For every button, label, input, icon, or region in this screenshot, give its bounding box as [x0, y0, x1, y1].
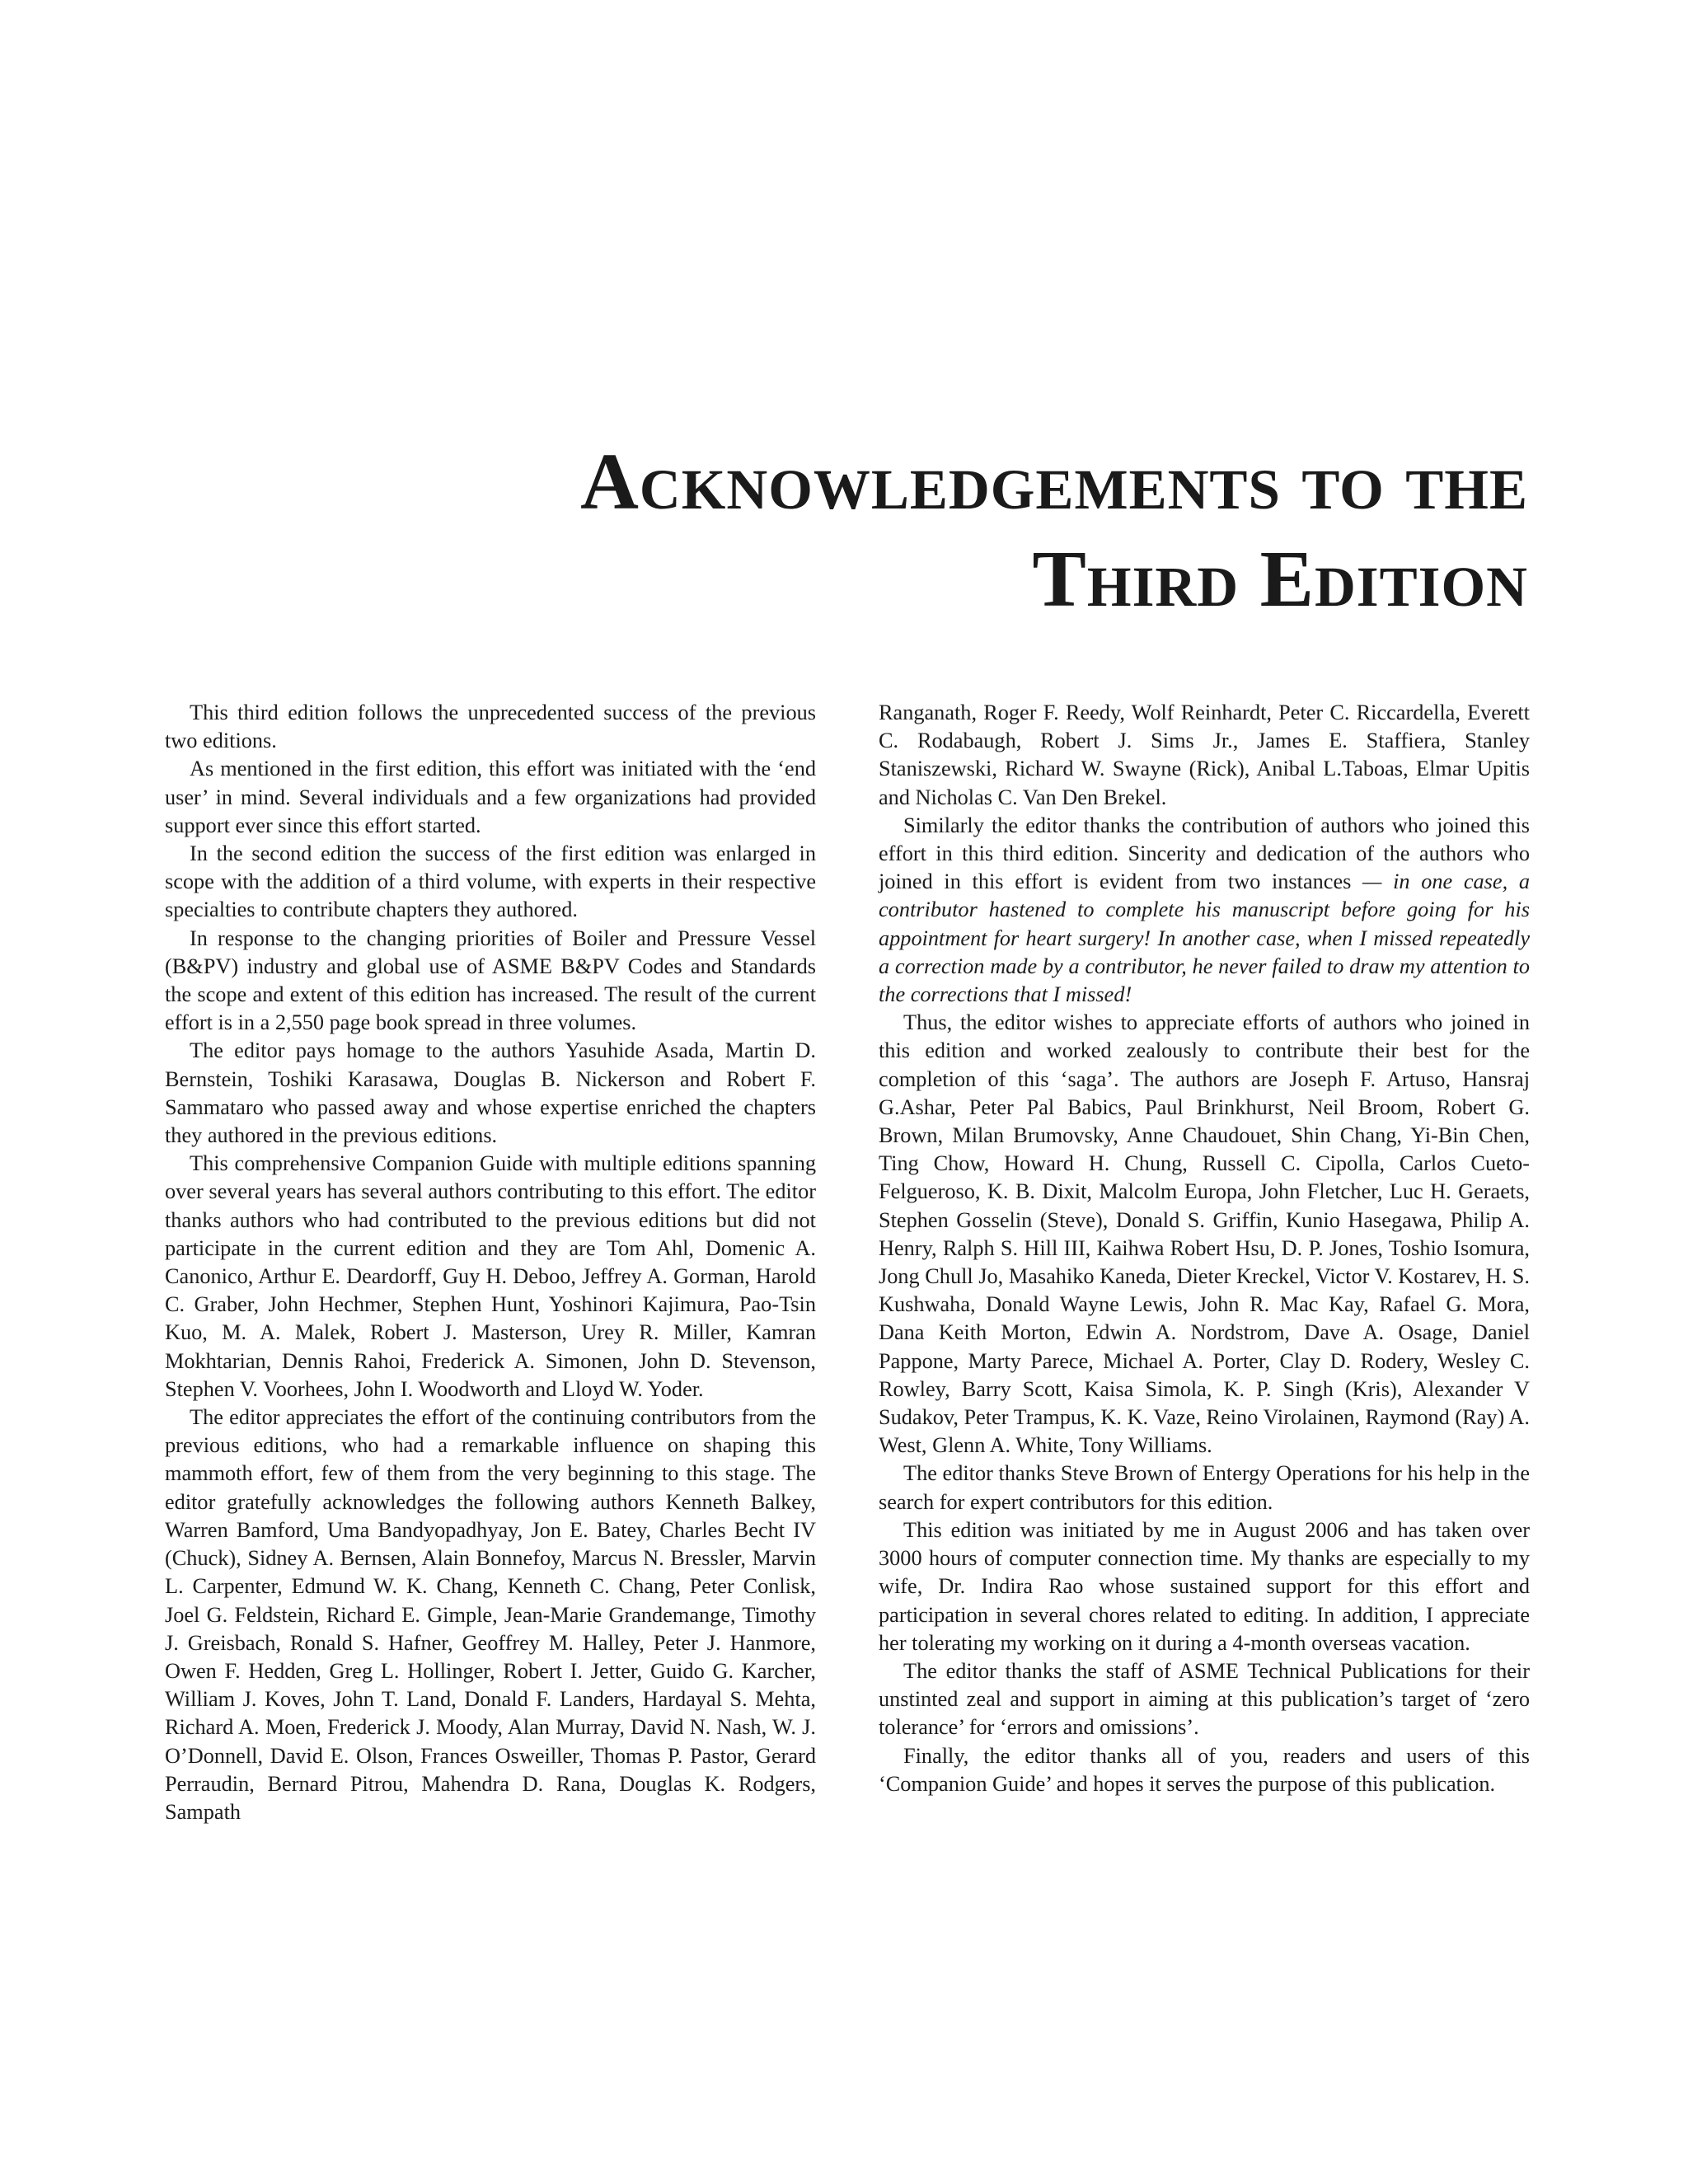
- new-authors-anecdote: — in one case, a contributor hastened to complete his manuscript before going for his appointment for heart surgery! In another case, when I missed repeatedly a correction made by a contributor, he never failed to draw my attention to the corrections that I missed!: [879, 869, 1530, 1007]
- paragraph-homage: The editor pays homage to the authors Yasuhide Asada, Martin D. Bernstein, Toshiki Karasawa, Douglas B. Nickerson and Robert F. Sammataro who passed away and whose expertise enriched the chapters they authored in the previous editions.: [165, 1038, 816, 1148]
- page-title: [292, 434, 1528, 628]
- page-title-line-2: Third Edition: [1032, 535, 1528, 624]
- new-authors-intro-text: Similarly the editor thanks the contribution of authors who joined this effort in this third edition. Sincerity and dedication of the authors who joined in this effort is evident from two instances: [879, 813, 1530, 894]
- paragraph-continuing-contributors-cont: Ranganath, Roger F. Reedy, Wolf Reinhardt, Peter C. Riccardella, Everett C. Rodabaugh, Robert J. Sims Jr., James E. Staffiera, Stanley Staniszewski, Richard W. Swayne (Rick), Anibal L.Taboas, Elmar Upitis and Nicholas C. Van Den Brekel.: [879, 701, 1530, 809]
- paragraph-new-authors-intro: [879, 812, 1530, 1009]
- paragraph-continuing-contributors: The editor appreciates the effort of the continuing contributors from the previous editions, who had a remarkable influence on shaping this mammoth effort, few of them from the very beginning to this stage. The editor gratefully acknowledges the following authors Kenneth Balkey, Warren Bamford, Uma Bandyopadhyay, Jon E. Batey, Charles Becht IV (Chuck), Sidney A. Bernsen, Alain Bonnefoy, Marcus N. Bressler, Marvin L. Carpenter, Edmund W. K. Chang, Kenneth C. Chang, Peter Conlisk, Joel G. Feldstein, Richard E. Gimple, Jean-Marie Grandemange, Timothy J. Greisbach, Ronald S. Hafner, Geoffrey M. Halley, Peter J. Hanmore, Owen F. Hedden, Greg L. Hollinger, Robert I. Jetter, Guido G. Karcher, William J. Koves, John T. Land, Donald F. Landers, Hardayal S. Mehta, Richard A. Moen, Frederick J. Moody, Alan Murray, David N. Nash, W. J. O’Donnell, David E. Olson, Frances Osweiller, Thomas P. Pastor, Gerard Perraudin, Bernard Pitrou, Mahendra D. Rana, Douglas K. Rodgers, Sampath: [165, 1405, 816, 1824]
- paragraph-entergy-thanks: The editor thanks Steve Brown of Entergy Operations for his help in the search for expert contributors for this edition.: [879, 1461, 1530, 1514]
- paragraph-first-edition: As mentioned in the first edition, this effort was initiated with the ‘end user’ in mind. Several individuals and a few organizations had provided support ever since this effort started.: [165, 757, 816, 837]
- paragraph-intro: This third edition follows the unprecedented success of the previous two editions.: [165, 701, 816, 753]
- paragraph-changing-priorities: In response to the changing priorities of Boiler and Pressure Vessel (B&PV) industry and global use of ASME B&PV Codes and Standards the scope and extent of this edition has increased. The result of the current effort is in a 2,550 page book spread in three volumes.: [165, 926, 816, 1035]
- page-title-line-1: Acknowledgements to the: [580, 438, 1528, 527]
- paragraph-previous-authors: This comprehensive Companion Guide with multiple editions spanning over several years has several authors contributing to this effort. The editor thanks authors who had contributed to the previous editions but did not participate in the current edition and they are Tom Ahl, Domenic A. Canonico, Arthur E. Deardorff, Guy H. Deboo, Jeffrey A. Gorman, Harold C. Graber, John Hechmer, Stephen Hunt, Yoshinori Kajimura, Pao-Tsin Kuo, M. A. Malek, Robert J. Masterson, Urey R. Miller, Kamran Mokhtarian, Dennis Rahoi, Frederick A. Simonen, John D. Stevenson, Stephen V. Voorhees, John I. Woodworth and Lloyd W. Yoder.: [165, 1151, 816, 1401]
- body-columns: [165, 699, 1530, 1826]
- paragraph-readers-thanks: Finally, the editor thanks all of you, readers and users of this ‘Companion Guide’ and hopes it serves the purpose of this publication.: [879, 1743, 1530, 1796]
- paragraph-new-authors-list: Thus, the editor wishes to appreciate efforts of authors who joined in this edition and worked zealously to contribute their best for the completion of this ‘saga’. The authors are Joseph F. Artuso, Hansraj G.Ashar, Peter Pal Babics, Paul Brinkhurst, Neil Broom, Robert G. Brown, Milan Brumovsky, Anne Chaudouet, Shin Chang, Yi-Bin Chen, Ting Chow, Howard H. Chung, Russell C. Cipolla, Carlos Cueto-Felgueroso, K. B. Dixit, Malcolm Europa, John Fletcher, Luc H. Geraets, Stephen Gosselin (Steve), Donald S. Griffin, Kunio Hasegawa, Philip A. Henry, Ralph S. Hill III, Kaihwa Robert Hsu, D. P. Jones, Toshio Isomura, Jong Chull Jo, Masahiko Kaneda, Dieter Kreckel, Victor V. Kostarev, H. S. Kushwaha, Donald Wayne Lewis, John R. Mac Kay, Rafael G. Mora, Dana Keith Morton, Edwin A. Nordstrom, Dave A. Osage, Daniel Pappone, Marty Parece, Michael A. Porter, Clay D. Rodery, Wesley C. Rowley, Barry Scott, Kaisa Simola, K. P. Singh (Kris), Alexander V Sudakov, Peter Trampus, K. K. Vaze, Reino Virolainen, Raymond (Ray) A. West, Glenn A. White, Tony Williams.: [879, 1010, 1530, 1458]
- right-column: [879, 699, 1530, 1826]
- paragraph-asme-staff-thanks: The editor thanks the staff of ASME Technical Publications for their unstinted zeal and support in aiming at this publication’s target of ‘zero tolerance’ for ‘errors and omissions’.: [879, 1658, 1530, 1740]
- paragraph-edition-initiated: This edition was initiated by me in August 2006 and has taken over 3000 hours of computer connection time. My thanks are especially to my wife, Dr. Indira Rao whose sustained support for this effort and participation in several chores related to editing. In addition, I appreciate her tolerating my working on it during a 4-month overseas vacation.: [879, 1517, 1530, 1655]
- paragraph-second-edition: In the second edition the success of the first edition was enlarged in scope with the addition of a third volume, with experts in their respective specialties to contribute chapters they authored.: [165, 841, 816, 922]
- left-column: [165, 699, 816, 1826]
